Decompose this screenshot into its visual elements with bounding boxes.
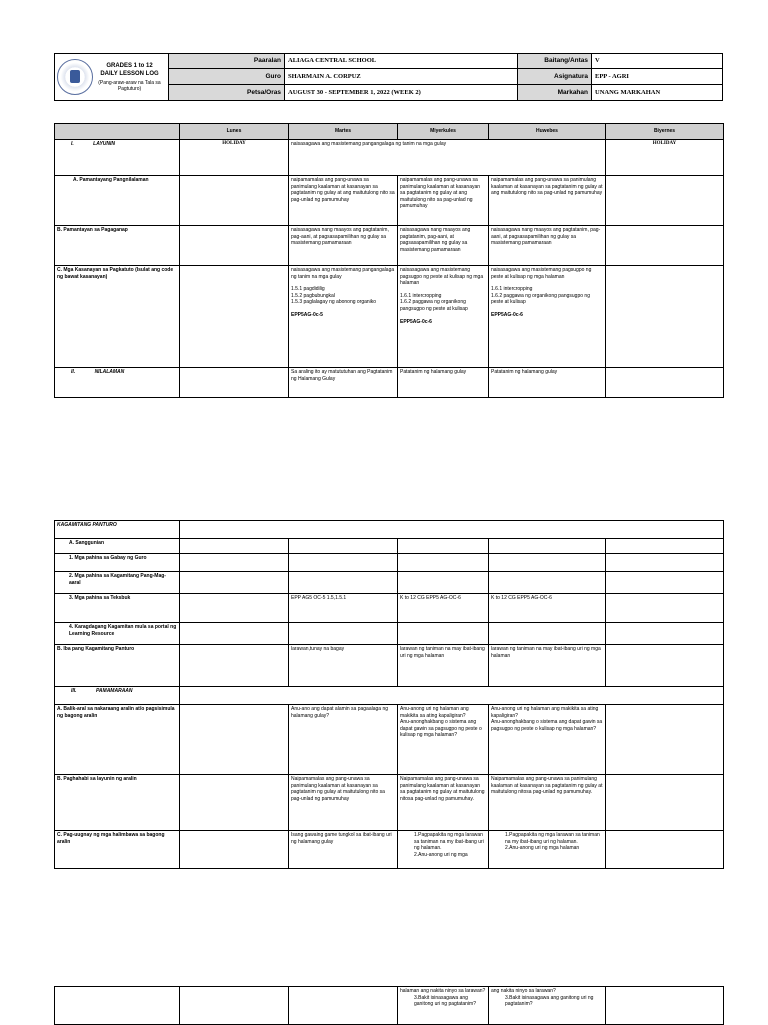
C-martes-main: naisasagawa ang masistemang pangangalaga ng tanim na mga gulay bbox=[291, 267, 395, 280]
header-table bbox=[54, 53, 723, 101]
title-line1: GRADES 1 to 12 bbox=[106, 63, 153, 69]
cell-empty bbox=[398, 539, 489, 554]
title-line2: DAILY LESSON LOG bbox=[100, 71, 159, 77]
header-logo-cell bbox=[55, 54, 169, 101]
C-martes bbox=[289, 266, 398, 368]
cell-empty bbox=[489, 623, 606, 645]
cell-empty bbox=[398, 623, 489, 645]
cell-empty bbox=[180, 521, 724, 539]
day-miyerkules: Miyerkules bbox=[398, 124, 489, 140]
pamantayang-pangnilalaman-label: A. Pamantayang Pangnilalaman bbox=[55, 176, 180, 226]
IIIA-huwebes bbox=[489, 705, 606, 775]
corner-cell bbox=[55, 124, 180, 140]
teksbuk-label: 3. Mga pahina sa Teksbuk bbox=[55, 594, 180, 623]
gabay-guro-label: 1. Mga pahina sa Gabay ng Guro bbox=[55, 554, 180, 572]
B-miyerkules: naisasagawa nang maayos ang pagtatanim, pag-aani, at pagsasapamilihan ng gulay sa masistemang pamamaraan bbox=[398, 226, 489, 266]
C-huwebes-main: naisasagawa ang masistemang pagsugpo ng peste at kulisap ng mga halaman bbox=[491, 267, 592, 280]
C-miyerkules-item: 1.6.2 paggawa ng organikong pangsugpo ng peste at kulisap bbox=[400, 299, 468, 312]
cell-empty bbox=[289, 554, 398, 572]
cell-empty bbox=[489, 539, 606, 554]
cell-empty bbox=[180, 226, 289, 266]
cell-empty bbox=[180, 554, 289, 572]
IIIC-martes: Isang gawaing game tungkol sa ibat-ibang uri ng halamang gulay bbox=[289, 831, 398, 869]
cell-empty bbox=[180, 775, 289, 831]
B-huwebes: naisasagawa nang maayos ang pagtatanim, pag-aani, at pagsasapamilihan ng gulay sa masistemang pamamaraan bbox=[489, 226, 606, 266]
II-martes: Sa araling ito ay matututuhan ang Pagtatanim ng Halamang Gulay bbox=[289, 368, 398, 398]
cell-empty bbox=[606, 539, 724, 554]
cell-empty bbox=[606, 226, 724, 266]
C-huwebes bbox=[489, 266, 606, 368]
cell-empty bbox=[180, 368, 289, 398]
IIIA-miyerkules-q: Anu-anong uri ng halaman ang makikita sa ating kapaligiran? bbox=[400, 706, 469, 719]
IIIC-miyerkules bbox=[398, 831, 489, 869]
holiday-lunes: HOLIDAY bbox=[180, 140, 289, 176]
lesson-table-3 bbox=[54, 986, 724, 1025]
day-biyernes: Biyernes bbox=[606, 124, 724, 140]
cont-huwebes-line: ang nakita ninyo sa larawan? bbox=[491, 988, 556, 994]
C-martes-item: 1.5.3 paglalagay ng abonong organiko bbox=[291, 299, 377, 306]
IIIB-martes: Naipamamalas ang pang-unawa sa panimulang kaalaman at kasanayan sa pagtatanim ng gulay at maitutulong nito sa pag-unlad ng pamumuhay bbox=[289, 775, 398, 831]
label-date: Petsa/Oras bbox=[169, 85, 285, 101]
B2-miyerkules: larawan ng taniman na may ibat-ibang uri ng mga halaman bbox=[398, 645, 489, 687]
value-date: AUGUST 30 - SEPTEMBER 1, 2022 (WEEK 2) bbox=[285, 85, 518, 101]
B2-huwebes: larawan ng taniman na may ibat-ibang uri ng mga halaman bbox=[489, 645, 606, 687]
cell-empty bbox=[180, 831, 289, 869]
cell-empty bbox=[180, 176, 289, 226]
cell-empty bbox=[180, 594, 289, 623]
value-subject: EPP - AGRI bbox=[592, 69, 723, 85]
IIIA-martes: Anu-ano ang dapat alamin sa pagaalaga ng halamang gulay? bbox=[289, 705, 398, 775]
balik-aral-label: A. Balik-aral sa nakaraang aralin at/o pagsisimula ng bagong aralin bbox=[55, 705, 180, 775]
value-quarter: UNANG MARKAHAN bbox=[592, 85, 723, 101]
deped-seal-icon bbox=[57, 59, 93, 95]
cell-empty bbox=[289, 623, 398, 645]
IIIA-huwebes-q: Anu-anong uri ng halaman ang makikita sa ating kapaligiran? bbox=[491, 706, 599, 719]
cell-empty bbox=[398, 572, 489, 594]
day-martes: Martes bbox=[289, 124, 398, 140]
C-huwebes-code: EPP5AG-0c-6 bbox=[491, 311, 523, 318]
day-lunes: Lunes bbox=[180, 124, 289, 140]
C-miyerkules-item: 1.6.1 intercropping bbox=[400, 292, 442, 299]
A-martes: naipamamalas ang pang-unawa sa panimulang kaalaman at kasanayan sa pagtatanim ng gulay at ang maitutulong nito sa pag-unlad ng pamumuhay bbox=[289, 176, 398, 226]
cell-empty bbox=[606, 176, 724, 226]
cell-empty bbox=[180, 705, 289, 775]
IIIC-huwebes bbox=[489, 831, 606, 869]
cell-empty bbox=[289, 572, 398, 594]
C-miyerkules-code: EPP5AG-0c-6 bbox=[400, 318, 432, 325]
cell-empty bbox=[489, 554, 606, 572]
C-miyerkules bbox=[398, 266, 489, 368]
IIIC-miyerkules-line: 1.Pagpapakita ng mga larawan sa taniman na my ibat-ibang uri ng halaman. bbox=[414, 832, 484, 852]
cell-empty bbox=[289, 539, 398, 554]
cont-huwebes bbox=[489, 987, 606, 1025]
paghahabi-label: B. Paghahabi sa layunin ng aralin bbox=[55, 775, 180, 831]
layunin-label: I. LAYUNIN bbox=[55, 140, 180, 176]
iba-pang-kagamitan-label: B. Iba pang Kagamitang Panturo bbox=[55, 645, 180, 687]
label-quarter: Markahan bbox=[518, 85, 592, 101]
cell-empty bbox=[606, 554, 724, 572]
B-martes: naisasagawa nang maayos ang pagtatanim, pag-aani, at pagsasapamilihan ng gulay sa masistemang pamamaraan bbox=[289, 226, 398, 266]
cell-empty bbox=[606, 645, 724, 687]
lesson-table-1 bbox=[54, 123, 724, 398]
cell-empty bbox=[606, 705, 724, 775]
C-huwebes-item: 1.6.1 intercropping bbox=[491, 286, 533, 293]
C-martes-item: 1.5.2 pagbubungkal bbox=[291, 292, 335, 299]
IIIB-huwebes: Naipamamalas ang pang-unawa sa panimulang kaalaman at kasanayan sa pagtatanim ng gulay at maitutulong nitosa pag-unlad ng pamumuhay. bbox=[489, 775, 606, 831]
cell-empty bbox=[180, 539, 289, 554]
holiday-biyernes: HOLIDAY bbox=[606, 140, 724, 176]
nilalaman-label: II. NILALAMAN bbox=[55, 368, 180, 398]
IIIC-miyerkules-line: 2.Anu-anong uri ng mga bbox=[414, 851, 468, 858]
cell-empty bbox=[606, 987, 724, 1025]
kagamitan-label: KAGAMITANG PANTURO bbox=[55, 521, 180, 539]
cell-empty bbox=[55, 987, 180, 1025]
B2-martes: larawan,tunay na bagay bbox=[289, 645, 398, 687]
cell-empty bbox=[606, 572, 724, 594]
C-martes-code: EPP5AG-0c-5 bbox=[291, 311, 323, 318]
subtitle: (Pang-araw-araw na Tala sa Pagtuturo) bbox=[98, 80, 161, 92]
pag-uugnay-label: C. Pag-uugnay ng mga halimbawa sa bagong aralin bbox=[55, 831, 180, 869]
learning-resource-label: 4. Karagdagang Kagamitan mula sa portal ng Learning Resource bbox=[55, 623, 180, 645]
sanggunian-label: A. Sanggunian bbox=[55, 539, 180, 554]
label-school: Paaralan bbox=[169, 54, 285, 69]
A-huwebes: naipamamalas ang pang-unawa sa panimulang kaalaman at kasanayan sa pagtatanim ng gulay at ang maitutulong nito sa pag-unlad ng pamumuhay bbox=[489, 176, 606, 226]
A3-miyerkules: K to 12 CG EPP5 AG-OC-6 bbox=[398, 594, 489, 623]
cont-huwebes-line: 3.Bakit isinasagawa ang ganitong uri ng pagtatanim? bbox=[505, 994, 594, 1008]
A3-martes: EPP AG5 OC-5 1.5,1.5.1 bbox=[289, 594, 398, 623]
cell-empty bbox=[489, 572, 606, 594]
II-huwebes: Patatanim ng halamang gulay bbox=[489, 368, 606, 398]
C-miyerkules-main: naisasagawa ang masistemang pagsugpo ng peste at kulisap ng mga halaman bbox=[400, 267, 484, 287]
IIIA-huwebes-q: Anu-anonghakbang o sistema ang dapat gawin sa pagsugpo ng peste o kulisap ng mga halaman? bbox=[491, 719, 603, 732]
IIIA-miyerkules-q: Anu-anonghakbang o sistema ang dapat gawin sa pagsugpo ng peste o kulisap ng mga halaman? bbox=[400, 719, 482, 739]
kasanayan-label: C. Mga Kasanayan sa Pagkatuto (Isulat ang code ng bawat kasanayan) bbox=[55, 266, 180, 368]
cell-empty bbox=[180, 623, 289, 645]
A-miyerkules: naipamamalas ang pang-unawa sa panimulang kaalaman at kasanayan sa pagtatanim ng gulay at ang maitutulong nito sa pag-unlad ng pamumuhay bbox=[398, 176, 489, 226]
IIIC-huwebes-line: 2.Anu-anong uri ng mga halaman bbox=[505, 845, 580, 852]
cell-empty bbox=[606, 266, 724, 368]
cont-miyerkules-line: 3.Bakit isinasagawa ang ganitong uri ng pagtatanim? bbox=[414, 994, 476, 1008]
IIIB-miyerkules: Naipamamalas ang pang-unawa sa panimulang kaalaman at kasanayan sa pagtatanim ng gulay at maitutulong nitosa pag-unlad ng pamumuhay. bbox=[398, 775, 489, 831]
pamamaraan-label: III. PAMAMARAAN bbox=[55, 687, 180, 705]
label-subject: Asignatura bbox=[518, 69, 592, 85]
cell-empty bbox=[180, 266, 289, 368]
value-teacher: SHARMAIN A. CORPUZ bbox=[285, 69, 518, 85]
label-teacher: Guro bbox=[169, 69, 285, 85]
IIIA-miyerkules bbox=[398, 705, 489, 775]
II-miyerkules: Patatanim ng halamang gulay bbox=[398, 368, 489, 398]
cell-empty bbox=[180, 687, 724, 705]
day-huwebes: Huwebes bbox=[489, 124, 606, 140]
cell-empty bbox=[606, 594, 724, 623]
cont-miyerkules bbox=[398, 987, 489, 1025]
cont-miyerkules-line: halaman ang nakita ninyo sa larawan? bbox=[400, 988, 486, 994]
kagamitang-mag-aaral-label: 2. Mga pahina sa Kagamitang Pang-Mag-aaral bbox=[55, 572, 180, 594]
label-grade: Baitang/Antas bbox=[518, 54, 592, 69]
cell-empty bbox=[606, 775, 724, 831]
cell-empty bbox=[289, 987, 398, 1025]
layunin-martes: naisasagawa ang masistemang pangangalaga ng tanim na mga gulay bbox=[289, 140, 606, 176]
value-grade: V bbox=[592, 54, 723, 69]
cell-empty bbox=[606, 623, 724, 645]
IIIC-huwebes-line: 1.Pagpapakita ng mga larawan sa taniman na my ibat-ibang uri ng halaman. bbox=[505, 832, 600, 845]
cell-empty bbox=[398, 554, 489, 572]
lesson-table-2 bbox=[54, 520, 724, 869]
cell-empty bbox=[180, 645, 289, 687]
cell-empty bbox=[606, 831, 724, 869]
cell-empty bbox=[606, 368, 724, 398]
cell-empty bbox=[180, 572, 289, 594]
C-martes-item: 1.5.1 pagdidilig bbox=[291, 286, 325, 293]
cell-empty bbox=[180, 987, 289, 1025]
A3-huwebes: K to 12 CG EPP5 AG-OC-6 bbox=[489, 594, 606, 623]
pamantayan-pagaganap-label: B. Pamantayan sa Pagaganap bbox=[55, 226, 180, 266]
C-huwebes-item: 1.6.2 paggawa ng organikong pangsugpo ng peste at kulisap bbox=[491, 292, 590, 306]
value-school: ALIAGA CENTRAL SCHOOL bbox=[285, 54, 518, 69]
